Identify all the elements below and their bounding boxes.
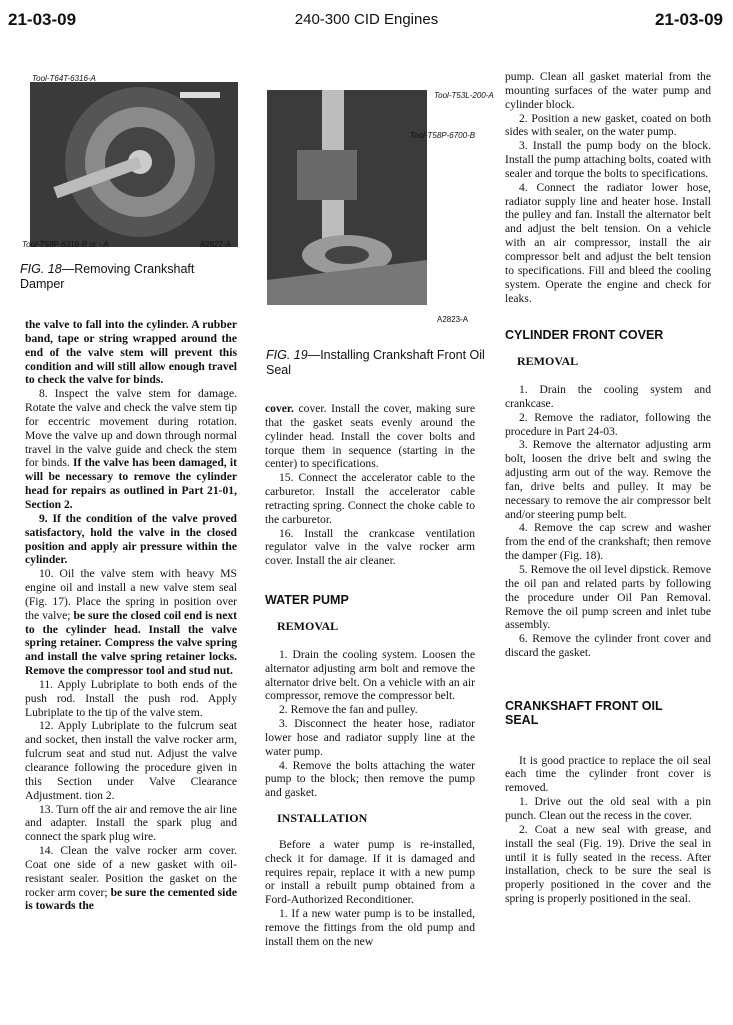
page-number-left: 21-03-09 (8, 10, 77, 29)
paragraph: 12. Apply Lubriplate to the fulcrum seat and socket, then install the valve rocker arm, fulcrum seat and stud nut. Adjust the valve clearance following the procedure given in this Section under Valve Clearance Adjustment. tion 2. (25, 719, 237, 802)
fig18-tool-top-label: Tool-T64T-6316-A (32, 74, 96, 83)
fig18-caption-number: FIG. 18 (20, 262, 62, 276)
fig18-caption: FIG. 18—Removing Crankshaft Damper (20, 262, 195, 291)
figure-18 (20, 70, 238, 260)
heading-cylinder-front-cover: CYLINDER FRONT COVER (505, 328, 664, 343)
page-number-right: 21-03-09 (654, 10, 723, 29)
paragraph: 4. Remove the bolts attaching the water pump to the block; then remove the pump and gasket. (265, 758, 475, 800)
fig18-code: A2822-A (200, 240, 232, 249)
paragraph: 2. Remove the radiator, following the procedure in Part 24-03. (505, 410, 711, 438)
paragraph: 16. Install the crankcase ventilation regulator valve in the valve rocker arm cover. Install the air cleaner. (265, 526, 475, 568)
paragraph: 1. Drain the cooling system and crankcase. (505, 383, 711, 410)
paragraph: 4. Remove the cap screw and washer from the end of the crankshaft; then remove the damper (Fig. 18). (505, 521, 711, 563)
heading-removal: REMOVAL (277, 618, 339, 633)
figure-18-photo (30, 82, 238, 247)
fig19-caption: FIG. 19—Installing Crankshaft Front Oil Seal (266, 348, 485, 377)
paragraph: 1. Drive out the old seal with a pin punch. Clean out the recess in the cover. (505, 795, 711, 822)
paragraph: 13. Turn off the air and remove the air line and adapter. Install the spark plug and connect the spark plug wire. (25, 802, 237, 844)
paragraph: 2. Position a new gasket, coated on both sides with sealer, on the water pump. (505, 111, 711, 139)
paragraph: the valve to fall into the cylinder. A rubber band, tape or string wrapped around the end of the valve stem will prevent this condition and will still allow enough travel to check the valve for binds. (25, 318, 237, 387)
paragraph: 8. Inspect the valve stem for damage. Rotate the valve and check the valve stem tip for eccentric movement during rotation. Move the valve up and down through normal travel in the valve guide and check the stem for binds. If the valve has been damaged, it will be necessary to remove the cylinder head for repairs as outlined in Part 21-01, Section 2. (25, 387, 237, 511)
paragraph: It is good practice to replace the oil seal each time the cylinder front cover is removed. (505, 753, 711, 795)
heading-water-pump: WATER PUMP (265, 593, 349, 608)
column-middle (265, 402, 475, 949)
paragraph: 2. Coat a new seal with grease, and install the seal (Fig. 19). Drive the seal in until it is fully seated in the recess. After installation, check to be sure the seal is properly positioned in the cover and the spring is properly positioned in the seal. (505, 822, 711, 906)
column-right (505, 70, 711, 906)
paragraph: 3. Install the pump body on the block. Install the pump attaching bolts, coated with sealer and torque the bolts to specifications. (505, 139, 711, 180)
crankshaft-damper-image (30, 82, 238, 247)
heading-crankshaft-front-oil-seal: CRANKSHAFT FRONT OIL SEAL (505, 698, 663, 727)
paragraph: 15. Connect the accelerator cable to the carburetor. Install the accelerator cable retracting spring. Connect the choke cable to the carburetor. (265, 471, 475, 526)
paragraph: 3. Disconnect the heater hose, radiator lower hose and radiator supply line at the water pump. (265, 717, 475, 758)
front-oil-seal-image (267, 90, 427, 305)
fig18-tool-bottom-label: Tool-T58P-6316-B or - A (22, 240, 109, 249)
paragraph: 14. Clean the valve rocker arm cover. Coat one side of a new gasket with oil-resistant sealer. Position the gasket on the rocker arm cover; be sure the cemented side is towards the (25, 844, 237, 913)
paragraph: 3. Remove the alternator adjusting arm bolt, loosen the drive belt and swing the adjusting arm out of the way. Remove the fan, drive belts and pulley. It may be necessary to remove the air compressor belt and/or steering pump belt. (505, 438, 711, 521)
paragraph: Before a water pump is re-installed, check it for damage. If it is damaged and requires repair, replace it with a new pump or install a rebuilt pump obtained from a Ford-Authorized Reconditioner. (265, 837, 475, 907)
fig19-tool-b-label: Tool-T58P-6700-B (410, 131, 476, 140)
paragraph: cover. cover. Install the cover, making sure that the gasket seats evenly around the cylinder head. Install the cover bolts and torque them in sequence (starting in the center) to specifications. (265, 402, 475, 471)
figure-19 (262, 85, 494, 335)
fig19-tool-a-label: Tool-T53L-200-A (434, 91, 494, 100)
paragraph: 4. Connect the radiator lower hose, radiator supply line and heater hose. Install the pulley and fan. Install the alternator belt and adjust the belt tension. On a vehicle with an air compressor, install the air compressor belt and adjust the belt tension to specifications. Fill and bleed the cooling system. Operate the engine and check for leaks. (505, 180, 711, 305)
paragraph: 6. Remove the cylinder front cover and discard the gasket. (505, 632, 711, 660)
page-title: 240-300 CID Engines (294, 11, 439, 28)
fig19-caption-text: Installing Crankshaft Front Oil Seal (266, 348, 485, 377)
paragraph: 2. Remove the fan and pulley. (279, 703, 418, 717)
paragraph: 9. If the condition of the valve proved satisfactory, hold the valve in the closed position and apply air pressure within the cylinder. (25, 511, 237, 567)
paragraph: 5. Remove the oil level dipstick. Remove the oil pan and related parts by following the procedure under Oil Pan Removal. Remove the oil pump screen and inlet tube assembly. (505, 563, 711, 632)
figure-19-photo (267, 90, 427, 305)
paragraph: 11. Apply Lubriplate to both ends of the push rod. Install the push rod. Apply Lubriplate to the tip of the valve stem. (25, 677, 237, 719)
heading-installation: INSTALLATION (277, 811, 368, 826)
heading-removal: REMOVAL (517, 354, 579, 369)
fig19-caption-number: FIG. 19 (266, 348, 308, 362)
paragraph: 1. Drain the cooling system. Loosen the alternator adjusting arm bolt and remove the alternator drive belt. On a vehicle with an air compressor, remove the compressor belt. (265, 647, 475, 703)
paragraph: 1. If a new water pump is to be installed, remove the fittings from the old pump and install them on the new (265, 907, 475, 948)
paragraph: 10. Oil the valve stem with heavy MS engine oil and install a new valve stem seal (Fig. 17). Place the spring in position over the valve; be sure the closed coil end is next to the cylinder head. Install the valve spring retainer. Compress the valve spring and install the valve spring retainer locks. Remove the compressor tool and stud nut. (25, 567, 238, 678)
fig19-code: A2823-A (437, 315, 469, 324)
fig18-caption-text: Removing Crankshaft Damper (20, 262, 195, 291)
column-left (25, 318, 237, 913)
paragraph: pump. Clean all gasket material from the mounting surfaces of the water pump and cylinder block. (505, 70, 711, 111)
